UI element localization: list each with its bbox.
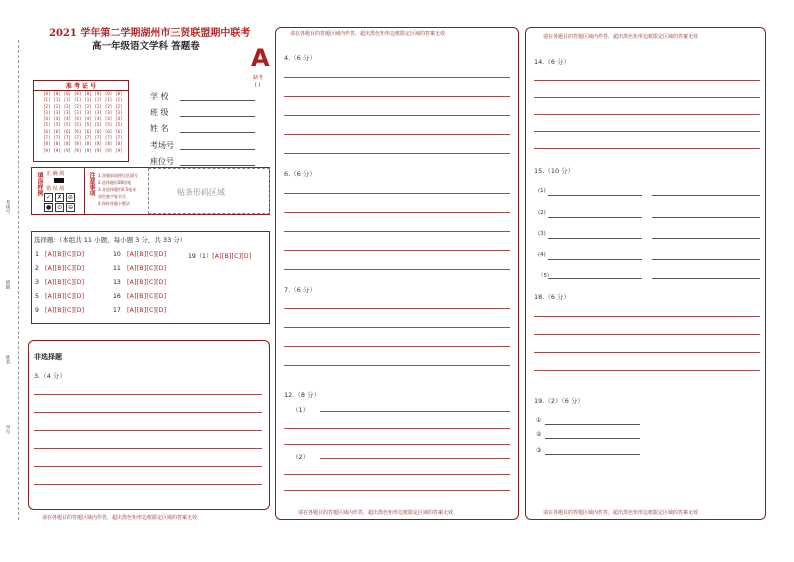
mcq-row[interactable] (113, 307, 166, 314)
dash-icon: ⊖ (68, 204, 74, 211)
answer-line[interactable] (284, 231, 510, 232)
admission-digit-bubble[interactable]: [0] (104, 91, 113, 96)
info-field-input-line[interactable] (180, 132, 255, 133)
admission-digit-bubble[interactable]: [6] (63, 128, 71, 134)
q18-label: 18.（6 分） (534, 293, 571, 301)
answer-line[interactable] (548, 259, 642, 260)
answer-line[interactable] (548, 217, 642, 218)
mcq-row[interactable] (35, 307, 84, 314)
mcq-options[interactable]: [A][B][C][D] (127, 307, 167, 314)
mcq-number: 2 (35, 265, 39, 272)
admission-digit-bubble[interactable]: [2] (84, 103, 92, 109)
mcq-title: 选择题:（本组共 11 小题，每小题 3 分，共 33 分） (34, 236, 187, 244)
admission-digit-column (63, 91, 73, 154)
admission-digit-bubble[interactable]: [4] (104, 116, 113, 122)
q15-part-label: (4) (538, 252, 546, 258)
q15-part-label: (1) (538, 188, 546, 194)
mcq-options[interactable]: [A][B][C][D] (45, 251, 85, 258)
warning-middle-bottom: 请在各题目的答题区域内作答，超出黑色矩形边框限定区域的答案无效 (298, 510, 454, 516)
answer-line[interactable] (284, 269, 510, 270)
mcq-row[interactable] (113, 293, 166, 300)
warning-right-top: 请在各题目的答题区域内作答，超出黑色矩形边框限定区域的答案无效 (543, 34, 699, 40)
missing-exam-label: 缺考 (253, 75, 264, 81)
answer-line[interactable] (534, 97, 760, 98)
info-field-label: 学 校 (150, 92, 169, 101)
fill-notice-box (31, 167, 270, 215)
mcq-number: 3 (35, 279, 39, 286)
admission-number-grid (33, 80, 129, 162)
admission-digit-bubble[interactable]: [1] (104, 97, 113, 103)
admission-digit-bubble[interactable]: [4] (53, 116, 61, 122)
answer-line[interactable] (652, 278, 760, 279)
oval-icon: ⊙ (57, 204, 63, 211)
q15-part-label: (3) (538, 231, 546, 237)
mcq-row[interactable] (35, 279, 84, 286)
answer-line[interactable] (284, 134, 510, 135)
admission-digit-bubble[interactable]: [6] (53, 128, 61, 134)
fill-example-label: 填涂样例 (36, 172, 43, 196)
answer-line[interactable] (652, 217, 760, 218)
answer-line[interactable] (284, 153, 510, 154)
q19-part-label: ① (536, 417, 542, 424)
q15-part-label: （5） (538, 273, 553, 279)
admission-digit-bubble[interactable]: [9] (43, 147, 51, 153)
warning-left: 请在各题目的答题区域内作答，超出黑色矩形边框限定区域的答案无效 (42, 515, 198, 521)
divider (84, 168, 85, 214)
info-field-input-line[interactable] (180, 149, 255, 150)
admission-digit-bubble[interactable]: [1] (94, 97, 102, 103)
admission-digit-column (104, 91, 114, 154)
admission-digit-bubble[interactable]: [0] (115, 91, 123, 96)
mcq-number: 19（1） (188, 253, 213, 260)
exam-subtitle: 高一年级语文学科 答题卷 (92, 41, 200, 52)
warning-middle-top: 请在各题目的答题区域内作答，超出黑色矩形边框限定区域的答案无效 (290, 31, 446, 37)
answer-line[interactable] (545, 424, 640, 425)
admission-digit-bubble[interactable]: [6] (43, 128, 51, 134)
admission-digit-bubble[interactable]: [6] (74, 128, 82, 134)
admission-digit-bubble[interactable]: [2] (63, 103, 71, 109)
admission-digit-bubble[interactable]: [5] (74, 122, 82, 128)
admission-digit-bubble[interactable]: [4] (74, 116, 82, 122)
mcq-row[interactable] (35, 265, 84, 272)
warning-right-bottom: 请在各题目的答题区域内作答，超出黑色矩形边框限定区域的答案无效 (543, 510, 699, 516)
answer-line[interactable] (284, 250, 510, 251)
admission-digit-bubble[interactable]: [8] (63, 141, 71, 147)
admission-digit-bubble[interactable]: [0] (53, 91, 61, 96)
q14-label: 14.（6 分） (534, 58, 571, 66)
admission-digit-bubble[interactable]: [3] (63, 109, 71, 115)
admission-digit-bubble[interactable]: [0] (63, 91, 71, 96)
admission-digit-bubble[interactable]: [5] (43, 122, 51, 128)
answer-line[interactable] (34, 466, 262, 467)
admission-digit-bubble[interactable]: [8] (104, 141, 113, 147)
mcq-row[interactable] (113, 251, 166, 258)
q19-part-label: ② (536, 431, 542, 438)
answer-line[interactable] (284, 490, 510, 491)
answer-line[interactable] (34, 448, 262, 449)
answer-line[interactable] (34, 412, 262, 413)
answer-line[interactable] (284, 327, 510, 328)
correct-fill-mark (54, 178, 64, 183)
answer-line[interactable] (652, 238, 760, 239)
missing-exam-box[interactable]: [ ] (255, 82, 261, 88)
admission-digit-bubble[interactable]: [9] (53, 147, 61, 153)
mcq-options[interactable]: [A][B][C][D] (45, 307, 85, 314)
admission-digit-column (52, 91, 62, 154)
answer-line[interactable] (320, 411, 510, 412)
admission-digit-bubble[interactable]: [0] (94, 91, 102, 96)
admission-digit-bubble[interactable]: [7] (74, 135, 82, 141)
answer-line[interactable] (284, 212, 510, 213)
admission-digit-bubble[interactable]: [7] (63, 135, 71, 141)
admission-digit-bubble[interactable]: [6] (84, 128, 92, 134)
q19-label: 19.（2）（6 分） (534, 397, 584, 405)
mcq-options[interactable]: [A][B][C][D] (127, 293, 167, 300)
admission-digit-bubble[interactable]: [7] (94, 135, 102, 141)
admission-digit-bubble[interactable]: [8] (43, 141, 51, 147)
answer-line[interactable] (534, 131, 760, 132)
wrong-fill-label: 错 误 填 (46, 186, 65, 192)
side-label-class: 班级 (5, 280, 10, 289)
admission-digit-column (73, 91, 83, 154)
admission-digit-bubble[interactable]: [4] (94, 116, 102, 122)
admission-digit-bubble[interactable]: [9] (84, 147, 92, 153)
info-field-label: 座位号 (150, 156, 174, 166)
admission-digit-bubble[interactable]: [4] (115, 116, 123, 122)
admission-digit-bubble[interactable]: [2] (115, 103, 123, 109)
answer-line[interactable] (534, 352, 760, 353)
answer-line[interactable] (534, 80, 760, 81)
answer-line[interactable] (534, 370, 760, 371)
q6-label: 6.（6 分） (284, 170, 316, 178)
admission-digit-bubble[interactable]: [8] (74, 141, 82, 147)
admission-digit-bubble[interactable]: [1] (63, 97, 71, 103)
notice-item: 4.保持答题卡整洁 (98, 201, 130, 206)
admission-digit-bubble[interactable]: [8] (94, 141, 102, 147)
info-field-input-line[interactable] (180, 100, 255, 101)
admission-digit-bubble[interactable]: [1] (53, 97, 61, 103)
admission-digit-bubble[interactable]: [1] (74, 97, 82, 103)
mcq-box (31, 231, 270, 324)
admission-digit-column (83, 91, 93, 154)
admission-digit-bubble[interactable]: [0] (84, 91, 92, 96)
mcq-row[interactable] (113, 279, 166, 286)
admission-digit-bubble[interactable]: [9] (94, 147, 102, 153)
info-field-label: 班 级 (150, 108, 169, 118)
answer-line[interactable] (534, 114, 760, 115)
notice-item: 2.选择题用2B铅笔 (98, 180, 132, 185)
admission-digit-bubble[interactable]: [5] (115, 122, 123, 128)
q19-part-label: ③ (536, 447, 542, 454)
admission-digit-bubble[interactable]: [1] (115, 97, 123, 103)
right-panel (525, 27, 766, 520)
admission-digit-column (42, 91, 52, 154)
notice-label: 注意事项 (88, 172, 95, 196)
info-field-input-line[interactable] (180, 165, 255, 166)
admission-digit-bubble[interactable]: [9] (104, 147, 113, 153)
answer-line[interactable] (652, 259, 760, 260)
admission-digit-bubble[interactable]: [9] (115, 147, 123, 153)
wrong-fill-marks-2 (44, 204, 75, 211)
mcq-row-19[interactable] (188, 251, 251, 260)
side-label-exam-room: 考场号 (5, 200, 10, 214)
mcq-number: 5 (35, 293, 39, 300)
admission-digit-bubble[interactable]: [6] (104, 128, 113, 134)
mcq-number: 9 (35, 307, 39, 314)
answer-line[interactable] (284, 193, 510, 194)
mcq-options[interactable]: [A][B][C][D] (127, 251, 167, 258)
admission-digit-bubble[interactable]: [4] (43, 116, 51, 122)
admission-digit-bubble[interactable]: [2] (94, 103, 102, 109)
correct-fill-label: 正 确 填 (46, 171, 65, 177)
admission-digit-bubble[interactable]: [7] (53, 135, 61, 141)
wrong-fill-marks (44, 194, 75, 201)
admission-digit-bubble[interactable]: [4] (63, 116, 71, 122)
admission-digit-bubble[interactable]: [9] (74, 147, 82, 153)
answer-line[interactable] (284, 474, 510, 475)
paper-type: A (251, 44, 270, 72)
admission-digit-bubble[interactable]: [2] (74, 103, 82, 109)
admission-digit-bubble[interactable]: [3] (84, 109, 92, 115)
mcq-options[interactable]: [A][B][C][D] (212, 253, 252, 260)
admission-digit-bubble[interactable]: [5] (63, 122, 71, 128)
exam-title: 2021 学年第二学期湖州市三贤联盟期中联考 (49, 28, 251, 39)
admission-digit-bubble[interactable]: [3] (115, 109, 123, 115)
admission-digit-bubble[interactable]: [3] (74, 109, 82, 115)
q3-label: 3.（4 分） (34, 372, 66, 380)
notice-item: 3.非选择题用0.5毫米 (98, 187, 137, 192)
circle-icon: ⊘ (67, 194, 73, 201)
mcq-row[interactable] (35, 293, 84, 300)
admission-digit-bubble[interactable]: [5] (94, 122, 102, 128)
admission-digit-bubble[interactable]: [7] (115, 135, 123, 141)
mcq-number: 11 (113, 265, 121, 272)
admission-digit-column (114, 91, 124, 154)
admission-digit-bubble[interactable]: [3] (53, 109, 61, 115)
admission-digit-bubble[interactable]: [5] (53, 122, 61, 128)
mcq-options[interactable]: [A][B][C][D] (127, 265, 167, 272)
q15-part-label: (2) (538, 210, 546, 216)
admission-digit-column (94, 91, 104, 154)
answer-line[interactable] (652, 195, 760, 196)
admission-digit-bubble[interactable]: [6] (94, 128, 102, 134)
mcq-row[interactable] (113, 265, 166, 272)
admission-digit-bubble[interactable]: [2] (53, 103, 61, 109)
admission-digit-bubble[interactable]: [2] (43, 103, 51, 109)
admission-digit-bubble[interactable]: [9] (63, 147, 71, 153)
answer-line[interactable] (320, 458, 510, 459)
q12-part1-label: （1） (292, 406, 310, 414)
admission-digit-bubble[interactable]: [8] (84, 141, 92, 147)
answer-line[interactable] (545, 454, 640, 455)
binding-line (18, 40, 19, 520)
admission-digit-bubble[interactable]: [7] (43, 135, 51, 141)
nonmcq-title: 非选择题 (34, 353, 62, 361)
answer-line[interactable] (34, 484, 262, 485)
q7-label: 7.（6 分） (284, 286, 316, 294)
answer-line[interactable] (548, 278, 642, 279)
admission-digit-bubble[interactable]: [7] (104, 135, 113, 141)
admission-label: 准 考 证 号 (34, 81, 128, 91)
admission-digit-bubble[interactable]: [0] (74, 91, 82, 96)
admission-digit-bubble[interactable]: [8] (115, 141, 123, 147)
mcq-number: 1 (35, 251, 39, 258)
answer-line[interactable] (284, 115, 510, 116)
admission-digit-bubble[interactable]: [3] (104, 109, 113, 115)
mcq-options[interactable]: [A][B][C][D] (45, 265, 85, 272)
answer-line[interactable] (34, 430, 262, 431)
admission-digit-bubble[interactable]: [1] (84, 97, 92, 103)
side-label-id: 学号 (5, 425, 10, 434)
answer-line[interactable] (548, 195, 642, 196)
mcq-row[interactable] (35, 251, 84, 258)
answer-line[interactable] (534, 334, 760, 335)
mcq-number: 13 (113, 279, 121, 286)
admission-digit-bubble[interactable]: [5] (104, 122, 113, 128)
check-icon: ✓ (46, 194, 52, 201)
side-label-name: 姓名 (5, 355, 10, 364)
q15-label: 15.（10 分） (534, 167, 575, 175)
admission-digit-bubble[interactable]: [7] (84, 135, 92, 141)
admission-digit-bubble[interactable]: [4] (84, 116, 92, 122)
mcq-number: 10 (113, 251, 121, 258)
cross-icon: ✗ (56, 194, 62, 201)
admission-digit-bubble[interactable]: [0] (43, 91, 51, 96)
answer-line[interactable] (284, 96, 510, 97)
mcq-number: 17 (113, 307, 121, 314)
answer-line[interactable] (284, 365, 510, 366)
middle-panel (275, 27, 519, 520)
notice-item: 1.答题前请将信息填写 (98, 173, 138, 178)
answer-line[interactable] (284, 444, 510, 445)
admission-digit-bubble[interactable]: [6] (115, 128, 123, 134)
admission-digit-bubble[interactable]: [8] (53, 141, 61, 147)
mcq-number: 16 (113, 293, 121, 300)
answer-line[interactable] (534, 148, 760, 149)
info-field-input-line[interactable] (180, 116, 255, 117)
admission-digit-bubble[interactable]: [3] (94, 109, 102, 115)
answer-line[interactable] (34, 394, 262, 395)
answer-line[interactable] (534, 316, 760, 317)
info-field-label: 姓 名 (150, 124, 169, 134)
notice-item: 黑色签字笔书写 (98, 194, 126, 199)
answer-line[interactable] (284, 346, 510, 347)
mcq-options[interactable]: [A][B][C][D] (45, 279, 85, 286)
answer-line[interactable] (284, 77, 510, 78)
q12-part2-label: （2） (292, 453, 310, 461)
answer-line[interactable] (548, 238, 642, 239)
admission-digit-bubble[interactable]: [3] (43, 109, 51, 115)
q12-label: 12.（8 分） (284, 391, 321, 399)
answer-line[interactable] (284, 428, 510, 429)
barcode-area (148, 168, 270, 214)
info-field-label: 考场号 (150, 140, 174, 150)
q4-label: 4.（6 分） (284, 54, 316, 62)
mcq-options[interactable]: [A][B][C][D] (45, 293, 85, 300)
dot-icon: ● (46, 204, 52, 211)
barcode-label: 贴条形码区域 (177, 188, 225, 197)
admission-digit-bubble[interactable]: [1] (43, 97, 51, 103)
admission-digit-bubble[interactable]: [2] (104, 103, 113, 109)
admission-digit-bubble[interactable]: [5] (84, 122, 92, 128)
mcq-options[interactable]: [A][B][C][D] (127, 279, 167, 286)
answer-line[interactable] (545, 438, 640, 439)
answer-line[interactable] (284, 308, 510, 309)
